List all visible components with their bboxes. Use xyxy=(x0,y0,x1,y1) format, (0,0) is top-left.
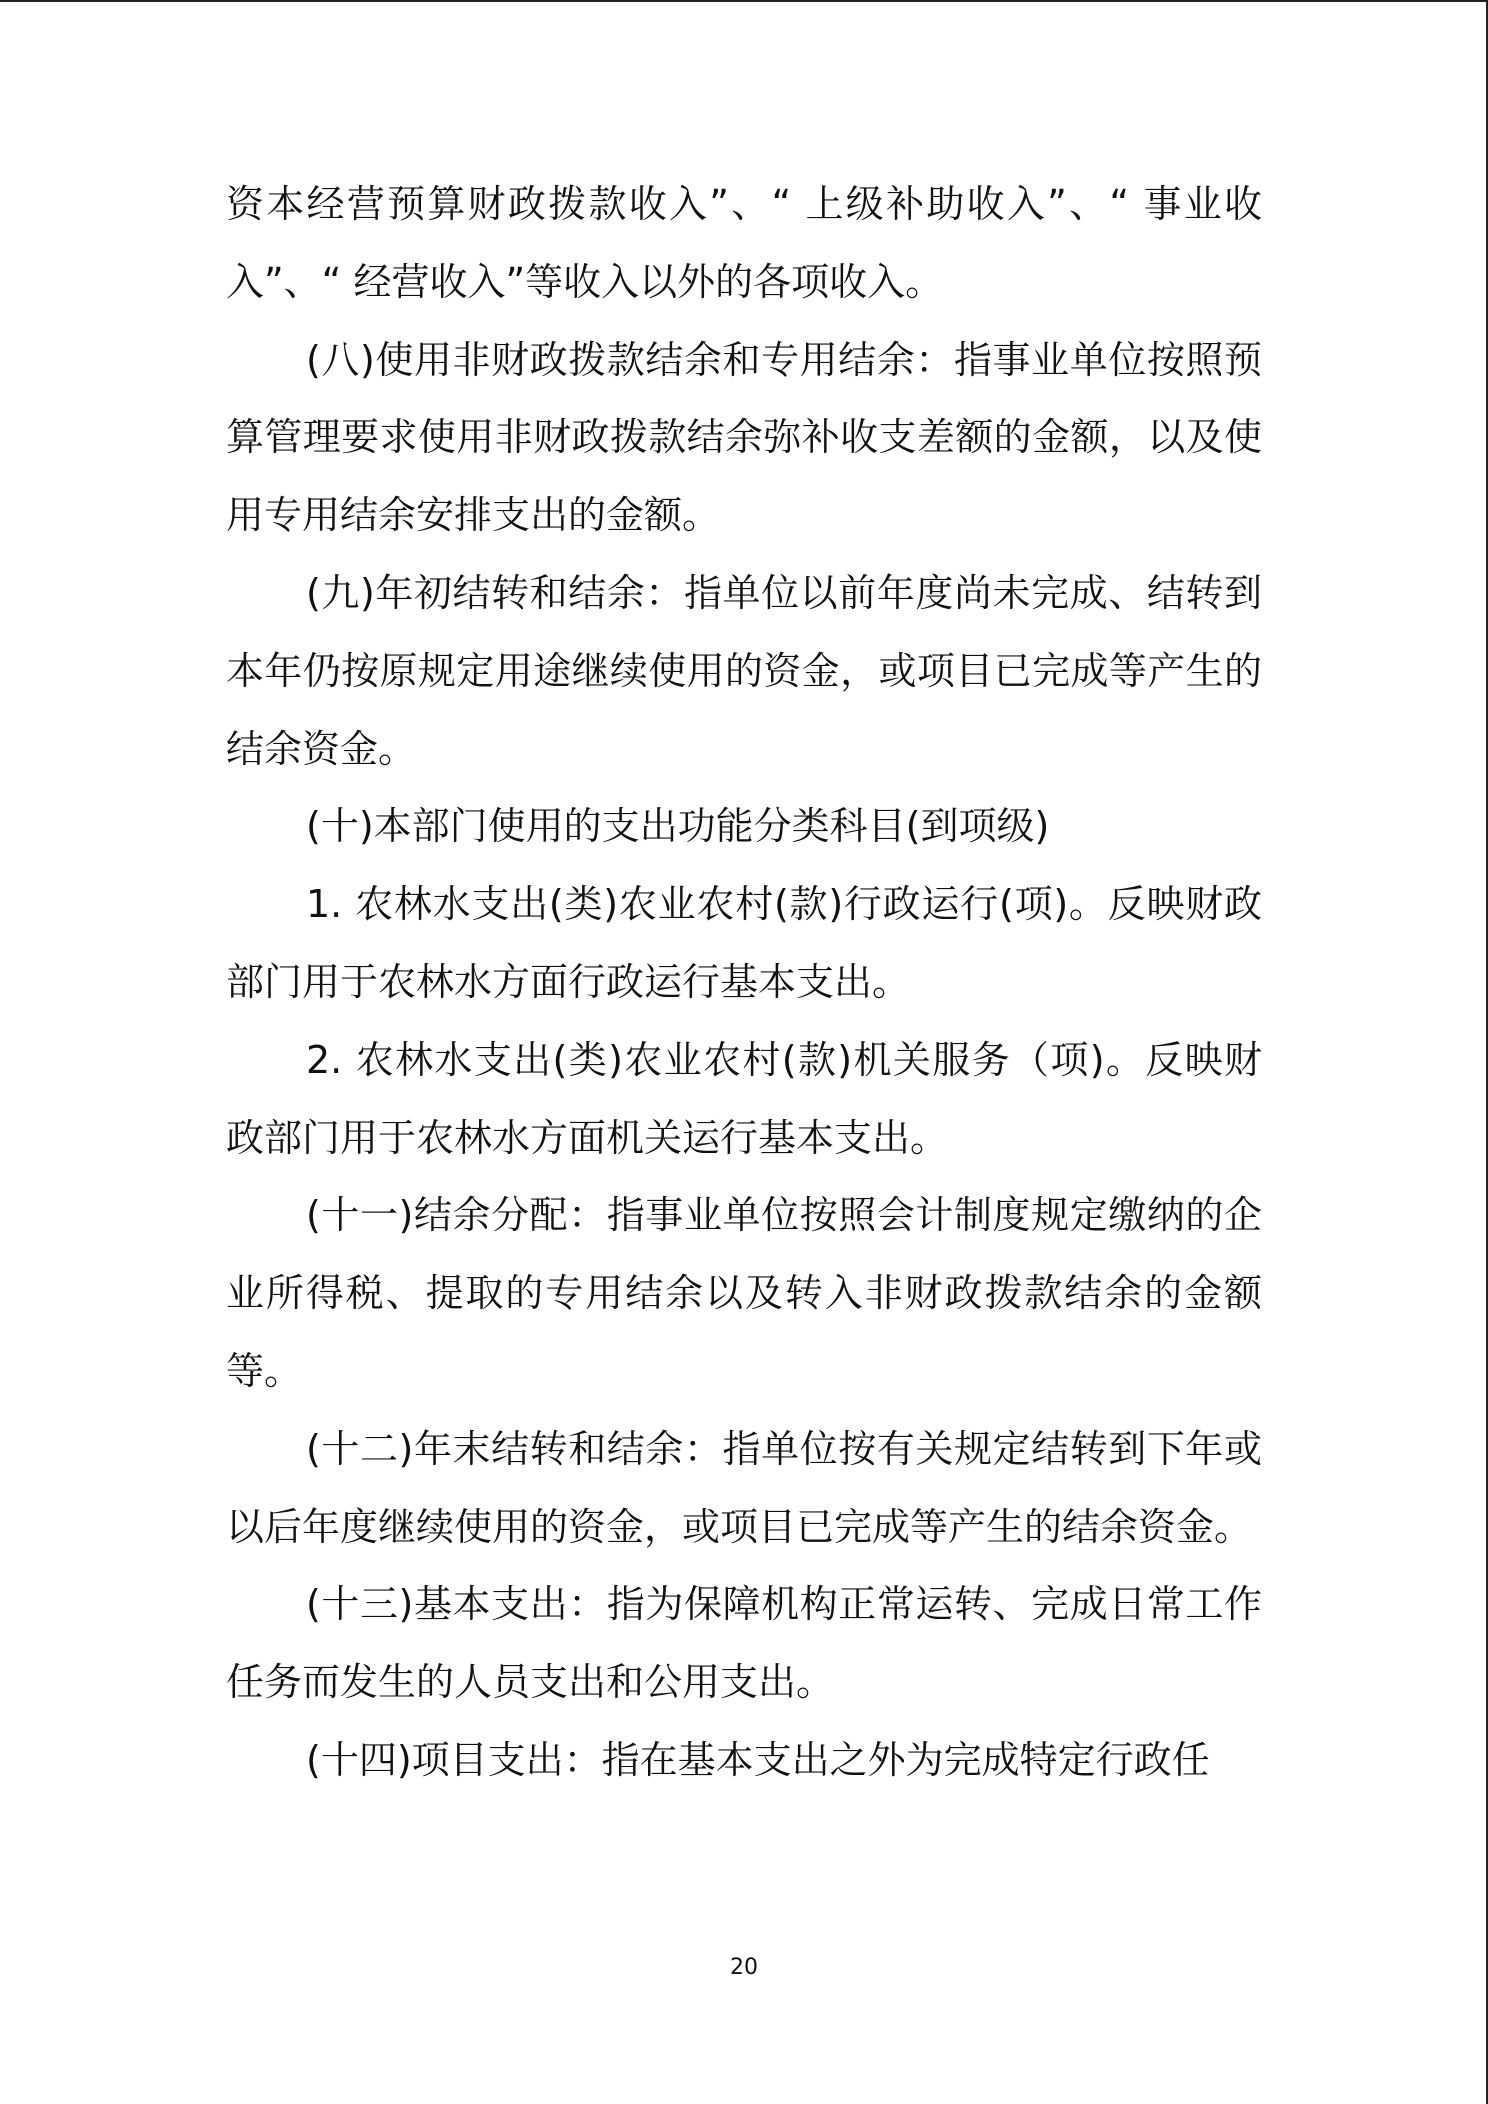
document-body xyxy=(226,166,1262,1800)
paragraph-continuation: 资本经营预算财政拨款收入”、“ 上级补助收入”、“ 事业收入”、“ 经营收入”等收入以外的各项收入。 xyxy=(226,182,1262,304)
paragraph-item-10: (十)本部门使用的支出功能分类科目(到项级) xyxy=(306,804,1050,849)
paragraph-item-11: (十一)结余分配：指事业单位按照会计制度规定缴纳的企业所得税、提取的专用结余以及转入非财政拨款结余的金额等。 xyxy=(226,1193,1262,1393)
paragraph-item-14: (十四)项目支出：指在基本支出之外为完成特定行政任 xyxy=(306,1737,1210,1782)
paragraph-item-8: (八)使用非财政拨款结余和专用结余：指事业单位按照预算管理要求使用非财政拨款结余弥补收支差额的金额，以及使用专用结余安排支出的金额。 xyxy=(226,337,1262,538)
paragraph-subitem-1: 1. 农林水支出(类)农业农村(款)行政运行(项)。反映财政部门用于农林水方面行政运行基本支出。 xyxy=(226,882,1262,1004)
page-border-top xyxy=(0,0,1488,2)
paragraph-subitem-2: 2. 农林水支出(类)农业农村(款)机关服务（项)。反映财政部门用于农林水方面机关运行基本支出。 xyxy=(226,1037,1262,1160)
paragraph-item-13: (十三)基本支出：指为保障机构正常运转、完成日常工作任务而发生的人员支出和公用支出。 xyxy=(226,1582,1262,1705)
paragraph-item-12: (十二)年末结转和结余：指单位按有关规定结转到下年或以后年度继续使用的资金，或项目已完成等产生的结余资金。 xyxy=(226,1426,1262,1549)
paragraph-item-9: (九)年初结转和结余：指单位以前年度尚未完成、结转到本年仍按原规定用途继续使用的资金，或项目已完成等产生的结余资金。 xyxy=(226,570,1262,771)
page-number: 20 xyxy=(730,1955,758,1980)
